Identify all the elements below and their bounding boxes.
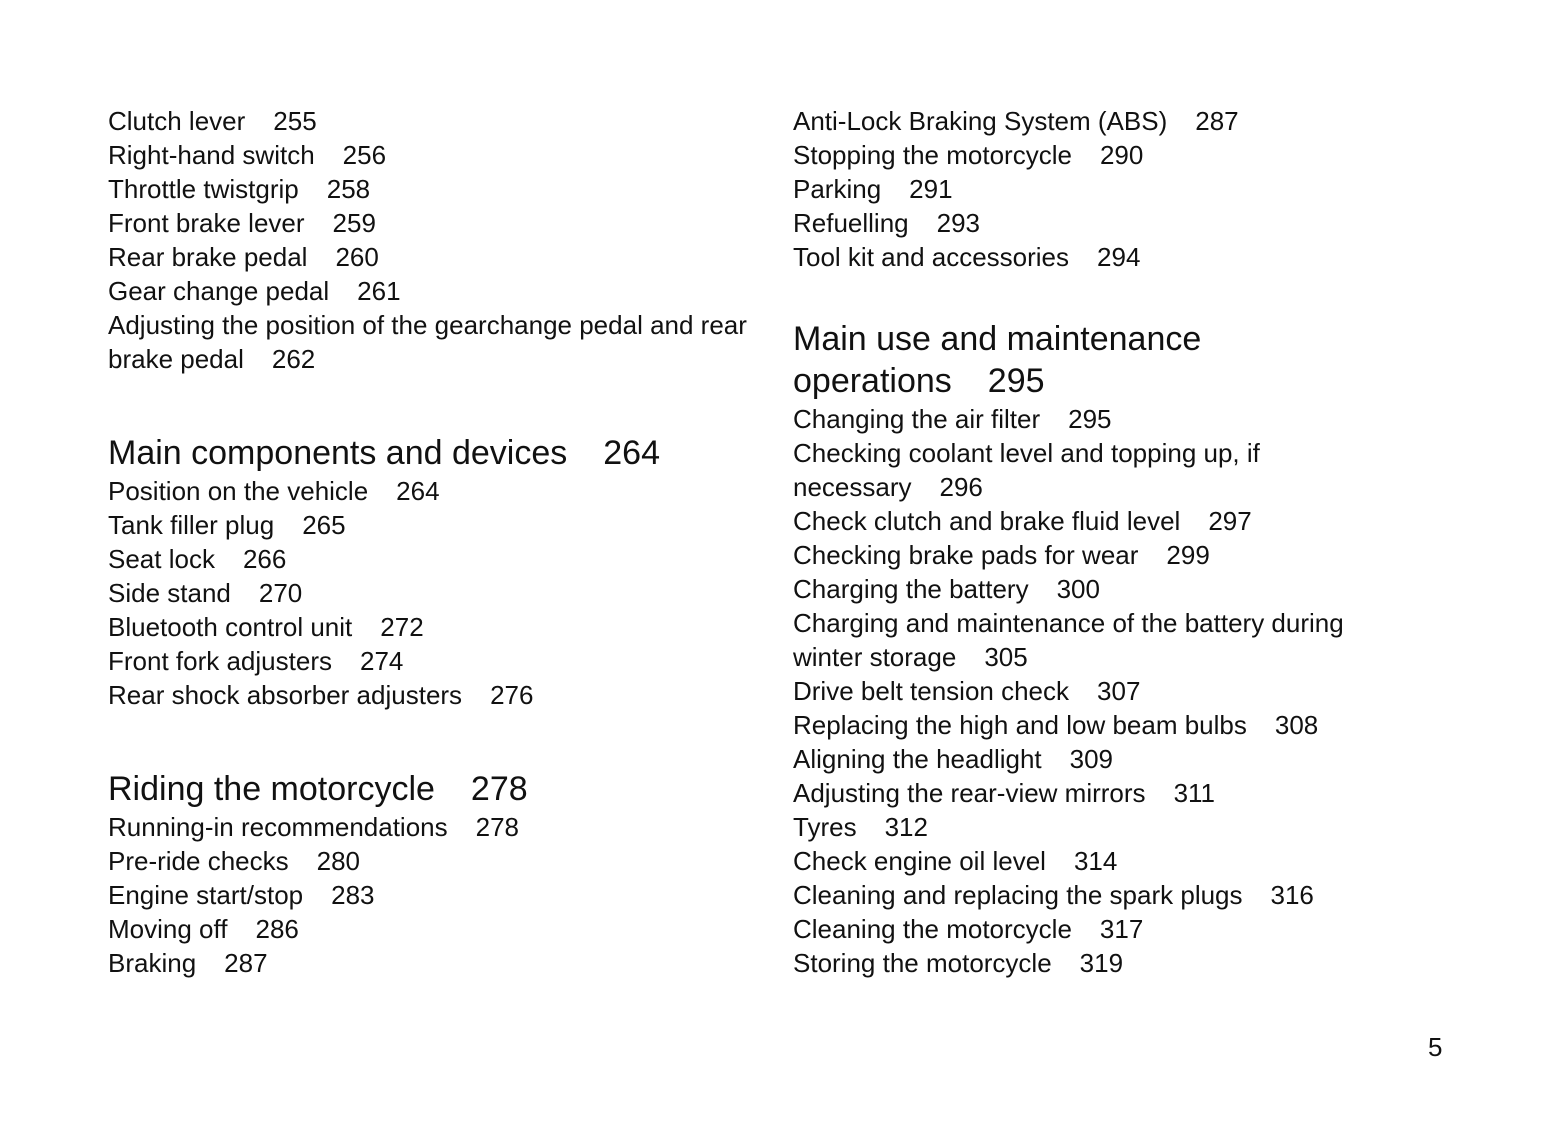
toc-entry-page: 255 [273, 106, 317, 136]
toc-entry[interactable] [793, 878, 1433, 912]
toc-entry-title: Refuelling [793, 208, 909, 238]
toc-entry-title: Right-hand switch [108, 140, 315, 170]
toc-entry-page: 300 [1056, 574, 1100, 604]
toc-entry-page: 274 [359, 646, 404, 676]
toc-entry-page: 307 [1097, 676, 1141, 706]
toc-entry-title: Checking brake pads for wear [793, 540, 1139, 570]
toc-entry-title: Throttle twistgrip [108, 174, 299, 204]
toc-entry[interactable] [108, 844, 758, 878]
toc-entry[interactable] [793, 436, 1313, 504]
toc-entry-title: Braking [108, 948, 197, 978]
toc-entry[interactable] [108, 206, 758, 240]
toc-entry-title: Check clutch and brake fluid level [793, 506, 1181, 536]
page-number: 5 [1428, 1032, 1443, 1062]
toc-entry[interactable] [793, 172, 1433, 206]
toc-entry-page: 291 [909, 174, 953, 204]
toc-entry[interactable] [108, 138, 758, 172]
toc-right-intro [793, 104, 1433, 274]
toc-entry[interactable] [793, 104, 1433, 138]
toc-entry-page: 309 [1069, 744, 1114, 774]
toc-entry-title: Adjusting the rear-view mirrors [793, 778, 1146, 808]
section-heading[interactable] [108, 768, 758, 810]
toc-entry[interactable] [793, 402, 1433, 436]
toc-entry-title: Clutch lever [108, 106, 246, 136]
toc-entry[interactable] [793, 206, 1433, 240]
toc-entry-title: Replacing the high and low beam bulbs [793, 710, 1247, 740]
toc-entry[interactable] [108, 878, 758, 912]
toc-entry-page: 317 [1099, 914, 1144, 944]
toc-entry-title: Rear shock absorber adjusters [108, 680, 463, 710]
toc-entry[interactable] [108, 474, 758, 508]
toc-entry[interactable] [108, 542, 758, 576]
toc-entry[interactable] [793, 742, 1433, 776]
toc-entry-title: Engine start/stop [108, 880, 304, 910]
toc-entry[interactable] [108, 576, 758, 610]
toc-entry-page: 260 [335, 242, 379, 272]
toc-section-maintenance [793, 318, 1433, 980]
toc-entry-page: 295 [1068, 404, 1112, 434]
toc-entry-title: Adjusting the position of the gearchange pedal and rear brake pedal [108, 310, 747, 374]
toc-entry-title: Tyres [793, 812, 857, 842]
section-heading-title: Riding the motorcycle [108, 770, 435, 808]
toc-entry-page: 296 [939, 472, 983, 502]
toc-entry-page: 258 [326, 174, 371, 204]
toc-entry[interactable] [793, 708, 1433, 742]
toc-entry[interactable] [793, 946, 1433, 980]
toc-entry-page: 266 [242, 544, 287, 574]
toc-entry[interactable] [108, 308, 753, 376]
toc-entry-title: Tool kit and accessories [793, 242, 1070, 272]
section-heading[interactable] [108, 432, 758, 474]
toc-entry-title: Moving off [108, 914, 228, 944]
toc-entry[interactable] [108, 810, 758, 844]
toc-entry[interactable] [108, 508, 758, 542]
toc-entry-page: 265 [302, 510, 346, 540]
toc-entry-title: Stopping the motorcycle [793, 140, 1072, 170]
toc-entry-page: 297 [1208, 506, 1252, 536]
toc-entry-page: 262 [271, 344, 316, 374]
toc-entry-title: Rear brake pedal [108, 242, 308, 272]
toc-entry-page: 308 [1274, 710, 1319, 740]
toc-entry[interactable] [108, 172, 758, 206]
toc-entry-page: 270 [258, 578, 303, 608]
toc-entry-page: 280 [316, 846, 361, 876]
toc-entry-title: Front fork adjusters [108, 646, 332, 676]
toc-entry[interactable] [108, 678, 758, 712]
toc-entry-page: 287 [1195, 106, 1239, 136]
toc-entry-page: 276 [490, 680, 534, 710]
toc-entry-title: Front brake lever [108, 208, 305, 238]
toc-entry[interactable] [793, 844, 1433, 878]
toc-entry-title: Anti-Lock Braking System (ABS) [793, 106, 1168, 136]
toc-entry[interactable] [108, 946, 758, 980]
toc-entry[interactable] [793, 606, 1413, 674]
toc-entry[interactable] [793, 810, 1433, 844]
toc-entry-title: Checking coolant level and topping up, if necessary [793, 438, 1260, 502]
toc-entry[interactable] [793, 572, 1433, 606]
toc-entry-page: 299 [1166, 540, 1210, 570]
toc-entry-title: Cleaning and replacing the spark plugs [793, 880, 1243, 910]
toc-right-column [793, 104, 1433, 980]
toc-entry-page: 294 [1097, 242, 1141, 272]
toc-entry-page: 283 [331, 880, 375, 910]
toc-entry-title: Charging and maintenance of the battery during winter storage [793, 608, 1344, 672]
toc-entry-page: 272 [380, 612, 424, 642]
section-heading-page: 295 [987, 362, 1045, 400]
toc-entry-title: Storing the motorcycle [793, 948, 1052, 978]
toc-entry-title: Tank filler plug [108, 510, 275, 540]
toc-left-intro [108, 104, 758, 376]
toc-section-riding [108, 768, 758, 980]
toc-entry-page: 264 [396, 476, 440, 506]
toc-entry-page: 287 [224, 948, 268, 978]
toc-entry-page: 311 [1173, 778, 1216, 808]
toc-entry-title: Running-in recommendations [108, 812, 448, 842]
toc-entry[interactable] [793, 776, 1433, 810]
toc-entry-page: 319 [1079, 948, 1124, 978]
section-heading-page: 278 [470, 770, 528, 808]
toc-entry[interactable] [108, 644, 758, 678]
section-heading-page: 264 [603, 434, 660, 472]
toc-entry[interactable] [108, 240, 758, 274]
toc-entry-title: Seat lock [108, 544, 215, 574]
toc-entry-page: 316 [1270, 880, 1314, 910]
toc-entry-page: 286 [255, 914, 299, 944]
toc-entry[interactable] [793, 240, 1433, 274]
toc-section-main-components [108, 432, 758, 712]
toc-entry-title: Changing the air filter [793, 404, 1041, 434]
toc-entry-title: Side stand [108, 578, 231, 608]
toc-entry[interactable] [793, 138, 1433, 172]
toc-entry[interactable] [108, 274, 758, 308]
toc-entry-title: Charging the battery [793, 574, 1029, 604]
toc-entry[interactable] [108, 912, 758, 946]
toc-entry-page: 256 [342, 140, 387, 170]
toc-entry-page: 293 [936, 208, 981, 238]
toc-entry[interactable] [793, 504, 1433, 538]
toc-entry[interactable] [793, 912, 1433, 946]
toc-entry-title: Cleaning the motorcycle [793, 914, 1072, 944]
toc-entry-title: Bluetooth control unit [108, 612, 353, 642]
section-heading-title: Main components and devices [108, 434, 568, 472]
toc-entry-page: 305 [984, 642, 1028, 672]
toc-entry-title: Pre-ride checks [108, 846, 289, 876]
toc-entry-title: Drive belt tension check [793, 676, 1070, 706]
toc-entry-title: Gear change pedal [108, 276, 330, 306]
toc-entry[interactable] [793, 674, 1433, 708]
section-heading[interactable] [793, 318, 1263, 402]
toc-entry-title: Parking [793, 174, 882, 204]
section-heading-title: Main use and maintenance operations [793, 320, 1202, 400]
toc-entry[interactable] [108, 610, 758, 644]
toc-left-column [108, 104, 758, 980]
toc-entry[interactable] [793, 538, 1433, 572]
toc-entry-page: 261 [357, 276, 401, 306]
toc-entry-title: Check engine oil level [793, 846, 1046, 876]
toc-entry-title: Aligning the headlight [793, 744, 1042, 774]
toc-entry-page: 314 [1073, 846, 1118, 876]
toc-entry-page: 290 [1099, 140, 1144, 170]
toc-entry-title: Position on the vehicle [108, 476, 369, 506]
toc-entry[interactable] [108, 104, 758, 138]
toc-entry-page: 278 [475, 812, 520, 842]
toc-entry-page: 312 [884, 812, 928, 842]
toc-entry-page: 259 [332, 208, 376, 238]
